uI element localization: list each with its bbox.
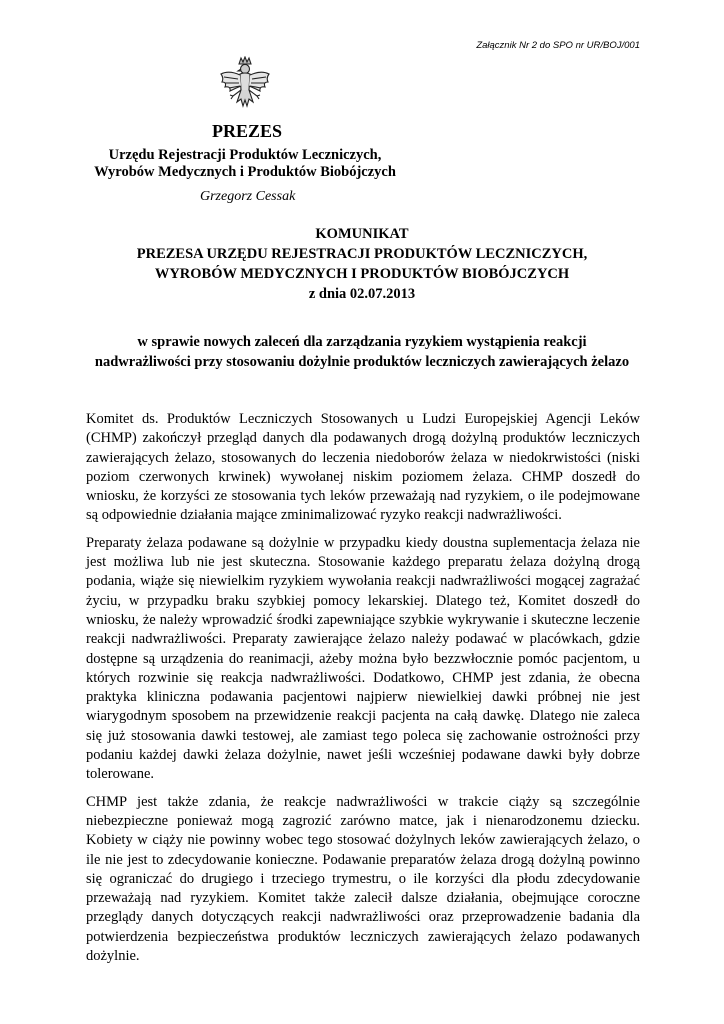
issuer-name: Grzegorz Cessak [200, 189, 296, 204]
communique-line-1: PREZESA URZĘDU REJESTRACJI PRODUKTÓW LECZNICZYCH, [136, 246, 588, 262]
attachment-reference: Załącznik Nr 2 do SPO nr UR/BOJ/001 [476, 40, 640, 51]
subject-line-2: nadwrażliwości przy stosowaniu dożylnie produktów leczniczych zawierających żelazo [94, 354, 630, 370]
issuer-office-line-2: Wyrobów Medycznych i Produktów Biobójczych [94, 164, 396, 180]
issuer-title: PREZES [211, 121, 283, 141]
polish-eagle-emblem-icon [219, 56, 271, 114]
paragraph-3: CHMP jest także zdania, że reakcje nadwrażliwości w trakcie ciąży są szczególnie niebezpieczne ponieważ mogą zagrozić zarówno matce, jak i nienarodzonemu dziecku. Kobiety w ciąży nie powinny wobec tego stosować dożylnych leków zawierających żelazo, o ile nie jest to zdecydowanie konieczne. Podawanie preparatów żelaza drogą dożylną powinno się ograniczać do drugiego i trzeciego trymestru, o ile korzyści dla płodu zdecydowanie przeważają nad ryzykiem. Komitet także zalecił dalsze działania, obejmujące coroczne przeglądy danych dotyczących reakcji nadwrażliwości oraz przeprowadzenie badania dla potwierdzenia bezpieczeństwa produktów leczniczych zawierających żelazo podawanych dożylnie. [86, 793, 640, 965]
subject-line-1: w sprawie nowych zaleceń dla zarządzania ryzykiem wystąpienia reakcji [137, 334, 587, 350]
document-body [86, 410, 640, 974]
communique-heading: KOMUNIKAT [315, 226, 409, 242]
subject-block [70, 332, 654, 372]
issuer-office [90, 147, 400, 181]
communique-line-2: WYROBÓW MEDYCZNYCH I PRODUKTÓW BIOBÓJCZYCH [154, 266, 570, 282]
communique-date: z dnia 02.07.2013 [308, 286, 416, 302]
paragraph-1: Komitet ds. Produktów Leczniczych Stosowanych u Ludzi Europejskiej Agencji Leków (CHMP) zakończył przegląd danych dla podawanych drogą dożylną produktów leczniczych zawierających żelazo, stosowanych do leczenia niedoborów żelaza w niedokrwistości (niski poziom czerwonych krwinek) wywołanej niskim poziomem żelaza. CHMP doszedł do wniosku, że korzyści ze stosowania tych leków przeważają nad ryzykiem, o ile podejmowane są odpowiednie działania mające zminimalizować ryzyko reakcji nadwrażliwości. [86, 411, 640, 524]
issuer-office-line-1: Urzędu Rejestracji Produktów Leczniczych, [108, 147, 382, 163]
paragraph-2: Preparaty żelaza podawane są dożylnie w przypadku kiedy doustna suplementacja żelaza nie jest możliwa lub nie jest skuteczna. Stosowanie każdego preparatu żelaza dożylną drogą podania, wiąże się niewielkim ryzykiem wywołania reakcji nadwrażliwości mogącej zagrażać życiu, w przypadku braku szybkiej pomocy lekarskiej. Dlatego też, Komitet doszedł do wniosku, że należy wprowadzić środki zapewniające szybkie wykrywanie i skuteczne leczenie reakcji nadwrażliwości. Preparaty zawierające żelazo należy podawać w placówkach, gdzie dostępne są urządzenia do reanimacji, ażeby można było bezzwłocznie pomóc pacjentom, u których rozwinie się reakcja nadwrażliwości. Dodatkowo, CHMP jest zdania, że obecna praktyka kliniczna podawania pacjentowi najpierw niewielkiej dawki próbnej nie jest wiarygodnym sposobem na przewidzenie reakcji pacjenta na całą dawkę. Dlatego nie zaleca się już stosowania dawki testowej, ale zamiast tego poleca się zachowanie ostrożności przy podaniu każdej dawki żelaza dożylnie, nawet jeśli wcześniej podawane dawki były dobrze tolerowane. [86, 534, 640, 783]
communique-heading-block [0, 224, 724, 304]
